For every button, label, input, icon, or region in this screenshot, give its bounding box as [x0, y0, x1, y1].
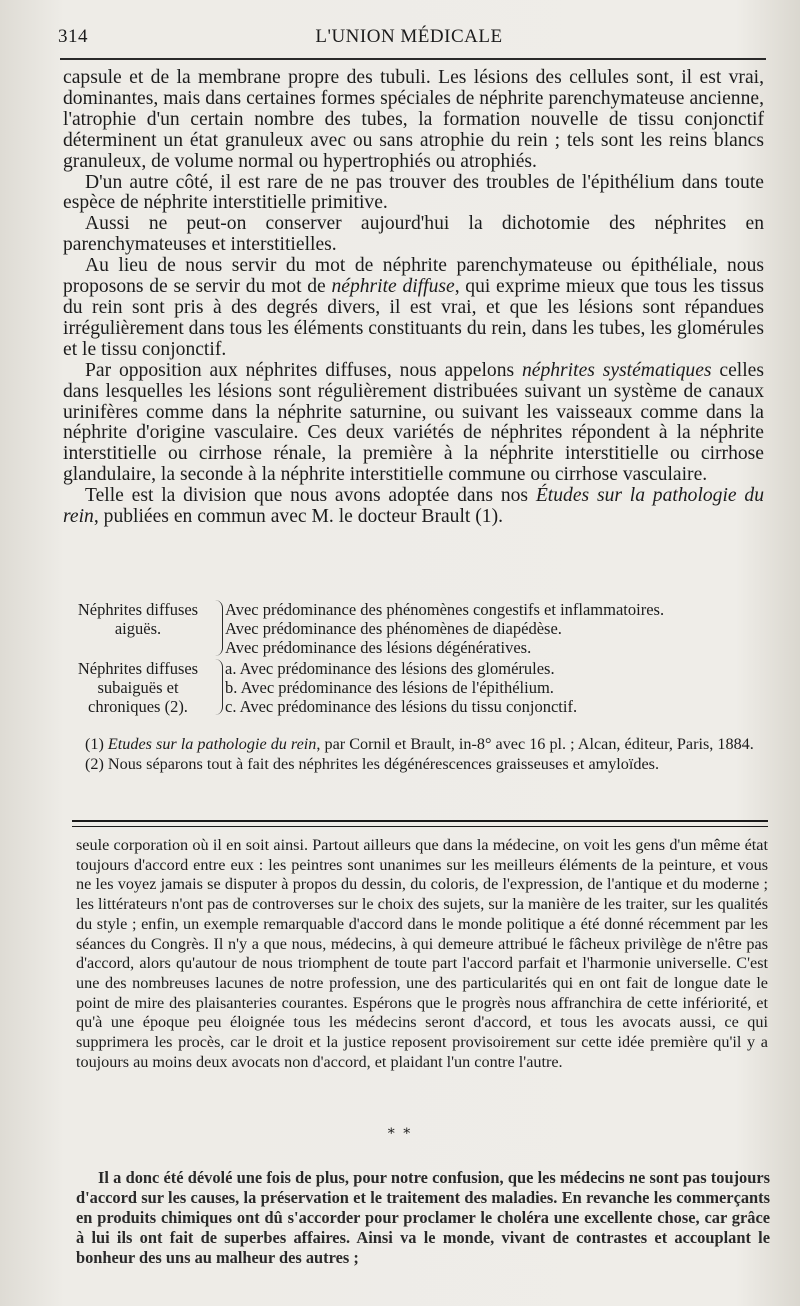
- classification-item: Avec prédominance des lésions dégénératives.: [225, 638, 532, 657]
- text-run: , publiées en commun avec M. le docteur Brault (1).: [93, 506, 504, 528]
- section-rule-thin: [72, 826, 768, 827]
- classification-group-chronic: [63, 659, 764, 717]
- running-title: L'UNION MÉDICALE: [315, 26, 503, 47]
- paragraph: [63, 361, 764, 486]
- footnote-title: Etudes sur la pathologie du rein: [107, 735, 317, 753]
- group-label-line: subaiguës et: [97, 678, 179, 697]
- italic-term: néphrite diffuse: [331, 276, 455, 298]
- classification-group-acute: [63, 600, 764, 657]
- text-run: Au lieu de nous servir du mot de néphrite parenchymateuse ou épithéliale, nous proposons de se servir du mot de: [63, 255, 764, 298]
- group-items: [225, 600, 764, 657]
- group-label-line: Néphrites diffuses: [77, 659, 199, 678]
- paragraph: Aussi ne peut-on conserver aujourd'hui la dichotomie des néphrites en parenchymateuses et interstitielles.: [63, 213, 764, 256]
- asterism-separator: * *: [387, 1126, 413, 1142]
- text-run: Telle est la division que nous avons adoptée dans nos: [85, 485, 536, 507]
- paragraph: [63, 486, 764, 528]
- classification-item: a. Avec prédominance des lésions des glomérules.: [225, 659, 555, 678]
- footnote: [63, 735, 764, 755]
- text-run: , qui exprime mieux que tous les tissus du rein sont pris à des degrés divers, il est vrai, et que les lésions sont répandues irrégulièrement dans tous les éléments constituants du rein, dans les tubes, les glomérules et le tissu conjonctif.: [63, 276, 764, 360]
- brace: [214, 600, 223, 656]
- header-rule: [60, 58, 766, 60]
- footnote-text: , par Cornil et Brault, in-8° avec 16 pl. ; Alcan, éditeur, Paris, 1884.: [316, 735, 754, 753]
- group-label-line: aiguës.: [114, 619, 162, 638]
- main-article: [63, 68, 764, 528]
- group-label-line: chroniques (2).: [88, 697, 188, 716]
- classification-item: Avec prédominance des phénomènes congestifs et inflammatoires.: [225, 600, 665, 619]
- italic-title: Études sur la pathologie du rein: [63, 485, 764, 528]
- classification-item: Avec prédominance des phénomènes de diapédèse.: [225, 619, 562, 638]
- page-number: 314: [58, 26, 88, 47]
- group-label-line: Néphrites diffuses: [77, 600, 199, 619]
- brace: [214, 659, 223, 715]
- paragraph: capsule et de la membrane propre des tubuli. Les lésions des cellules sont, il est vrai, dominantes, mais dans certaines formes spéciales de néphrite parenchymateuse ancienne, l'atrophie d'un certain nombre des tubes, la formation nouvelle de tissu conjonctif déterminent un état granuleux avec ou sans atrophie du rein ; tels sont les reins blancs granuleux, de volume normal ou hypertrophiés ou atrophiés.: [63, 67, 764, 172]
- group-label: [63, 600, 213, 638]
- group-items: [225, 659, 764, 716]
- footnote-number: (1): [85, 735, 108, 753]
- paragraph: Il a donc été dévolé une fois de plus, pour notre confusion, que les médecins ne sont pas toujours d'accord sur les causes, la préservation et le traitement des maladies. En revanche les commerçants en produits chimiques ont dû s'accorder pour proclamer le choléra une excellente chose, car grâce à lui ils ont fait de superbes affaires. Ainsi va le monde, vivant de contrastes et accouplant le bonheur des uns au malheur des autres ;: [76, 1168, 770, 1267]
- feuilleton-column: [76, 836, 768, 1072]
- footnotes: [63, 735, 764, 774]
- footnote: (2) Nous séparons tout à fait des néphrites les dégénérescences graisseuses et amyloïdes.: [85, 754, 660, 773]
- page-header: [58, 26, 760, 52]
- paragraph: D'un autre côté, il est rare de ne pas trouver des troubles de l'épithélium dans toute espèce de néphrite interstitielle primitive.: [63, 171, 764, 214]
- paragraph: seule corporation où il en soit ainsi. Partout ailleurs que dans la médecine, on voit les gens d'un même état toujours d'accord entre eux : les peintres sont unanimes sur les meilleurs éléments de la peinture, et vous ne les voyez jamais se disputer à propos du dessin, du coloris, de l'expression, de l'antique et du moderne ; les littérateurs n'ont pas de controverses sur le choix des sujets, sur la manière de les traiter, sur les qualités du style ; enfin, un exemple remarquable d'accord dans le monde politique a été donné récemment par les séances du Congrès. Il n'y a que nous, médecins, à qui demeure attribué le fâcheux privilège de n'être pas d'accord, alors qu'autour de nous triomphent de toute part l'accord parfait et l'harmonie universelle. C'est une des nombreuses lacunes de notre profession, une des particularités qui en ont fait de longue date le point de mire des plaisanteries courantes. Espérons que le progrès nous affranchira de cette infériorité, et qu'à une époque peu éloignée tous les médecins seront d'accord, et tous les avocats aussi, ce qui supprimera les procès, car le droit et la justice reposent provisoirement sur cette idée première qu'il y a toujours au moins deux avocats non d'accord, et plaidant l'un contre l'autre.: [76, 836, 768, 1071]
- classification-table: [63, 600, 764, 717]
- text-run: Par opposition aux néphrites diffuses, nous appelons: [85, 359, 522, 381]
- paragraph: [63, 256, 764, 361]
- section-rule-thick: [72, 820, 768, 822]
- classification-item: b. Avec prédominance des lésions de l'épithélium.: [225, 678, 554, 697]
- classification-item: c. Avec prédominance des lésions du tissu conjonctif.: [225, 697, 578, 716]
- text-run: celles dans lesquelles les lésions sont régulièrement distribuées suivant un système de canaux urinifères comme dans la néphrite saturnine, ou suivant les vaisseaux comme dans la néphrite d'origine vasculaire. Ces deux variétés de néphrites répondent à la néphrite interstitielle ou cirrhose rénale, la première à la néphrite interstitielle ou cirrhose glandulaire, la seconde à la néphrite interstitielle commune ou cirrhose vasculaire.: [63, 359, 764, 486]
- group-label: [63, 659, 213, 716]
- italic-term: néphrites systématiques: [521, 359, 712, 381]
- closing-paragraph: [76, 1168, 770, 1268]
